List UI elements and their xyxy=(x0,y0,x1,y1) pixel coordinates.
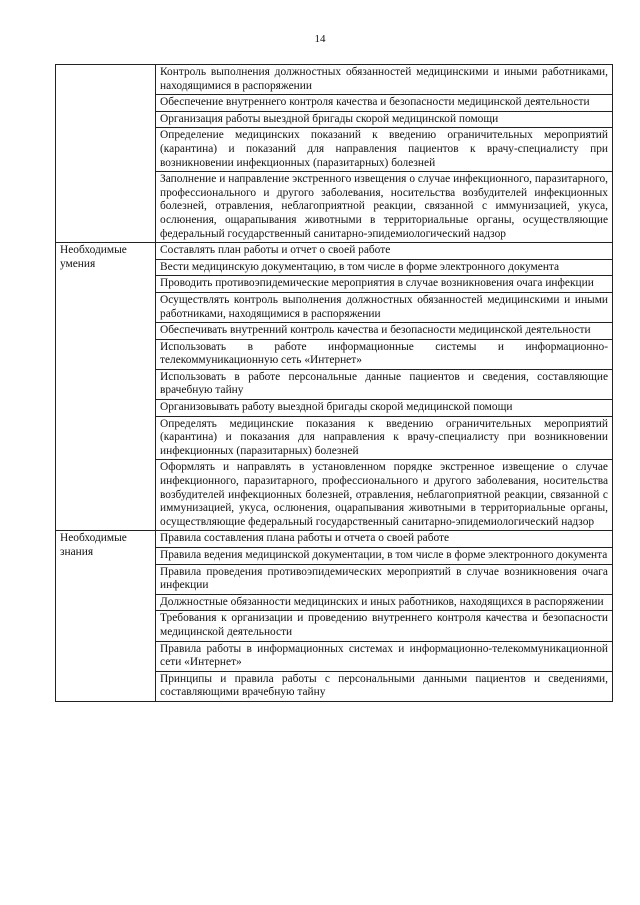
table-cell-item: Должностные обязанности медицинских и иных работников, находящихся в распоряжении xyxy=(156,594,613,611)
table-row xyxy=(56,531,613,548)
table-cell-item: Требования к организации и проведению внутреннего контроля качества и безопасности медицинской деятельности xyxy=(156,611,613,641)
table-cell-item: Контроль выполнения должностных обязанностей медицинскими и иными работниками, находящимися в распоряжении xyxy=(156,65,613,95)
table-cell-item: Правила ведения медицинской документации, в том числе в форме электронного документа xyxy=(156,548,613,565)
table-cell-item: Вести медицинскую документацию, в том числе в форме электронного документа xyxy=(156,259,613,276)
table-cell-item: Оформлять и направлять в установленном порядке экстренное извещение о случае инфекционного, паразитарного, профессионального и другого заболевания, носительства возбудителей инфекционных болезней, отравления, неблагоприятной реакции, связанной с иммунизацией, укуса, ослюнения, оцарапывания животными в территориальные органы, осуществляющие федеральный государственный санитарно-эпидемиологический надзор xyxy=(156,460,613,531)
table-cell-item: Составлять план работы и отчет о своей работе xyxy=(156,243,613,260)
competency-table-body xyxy=(56,65,613,702)
table-cell-item: Определять медицинские показания к введению ограничительных мероприятий (карантина) и показания для направления к врачу-специалисту при возникновении инфекционных (паразитарных) болезней xyxy=(156,416,613,460)
table-cell-item: Принципы и правила работы с персональными данными пациентов и сведениями, составляющими врачебную тайну xyxy=(156,671,613,701)
section-required-skills-label: Необходимые умения xyxy=(56,243,156,531)
table-cell-item: Правила составления плана работы и отчета о своей работе xyxy=(156,531,613,548)
table-cell-item: Правила проведения противоэпидемических мероприятий в случае возникновения очага инфекции xyxy=(156,564,613,594)
page-number: 14 xyxy=(314,33,326,45)
table-cell-item: Обеспечивать внутренний контроль качества и безопасности медицинской деятельности xyxy=(156,323,613,340)
section-required-knowledge-label: Необходимые знания xyxy=(56,531,156,702)
table-cell-item: Заполнение и направление экстренного извещения о случае инфекционного, паразитарного, профессионального и другого заболевания, носительства возбудителей инфекционных болезней, отравления, неблагоприятной реакции, связанной с иммунизацией, укуса, ослюнения, ощарапывания животными в территориальные органы, осуществляющие федеральный государственный санитарно-эпидемиологический надзор xyxy=(156,172,613,243)
table-cell-item: Организовывать работу выездной бригады скорой медицинской помощи xyxy=(156,400,613,417)
table-row xyxy=(56,243,613,260)
table-cell-item: Обеспечение внутреннего контроля качества и безопасности медицинской деятельности xyxy=(156,95,613,112)
table-cell-item: Использовать в работе персональные данные пациентов и сведения, составляющие врачебную тайну xyxy=(156,369,613,399)
table-cell-item: Определение медицинских показаний к введению ограничительных мероприятий (карантина) и показаний для направления пациентов к врачу-специалисту при возникновении инфекционных (паразитарных) болезней xyxy=(156,128,613,172)
section-prior-activities-label xyxy=(56,65,156,243)
table-cell-item: Использовать в работе информационные системы и информационно-телекоммуникационную сеть «Интернет» xyxy=(156,339,613,369)
table-cell-item: Правила работы в информационных системах и информационно-телекоммуникационной сети «Интернет» xyxy=(156,641,613,671)
table-row xyxy=(56,65,613,95)
table-cell-item: Организация работы выездной бригады скорой медицинской помощи xyxy=(156,111,613,128)
table-cell-item: Осуществлять контроль выполнения должностных обязанностей медицинскими и иными работниками, находящимися в распоряжении xyxy=(156,292,613,322)
competency-table xyxy=(55,64,613,702)
table-cell-item: Проводить противоэпидемические мероприятия в случае возникновения очага инфекции xyxy=(156,276,613,293)
